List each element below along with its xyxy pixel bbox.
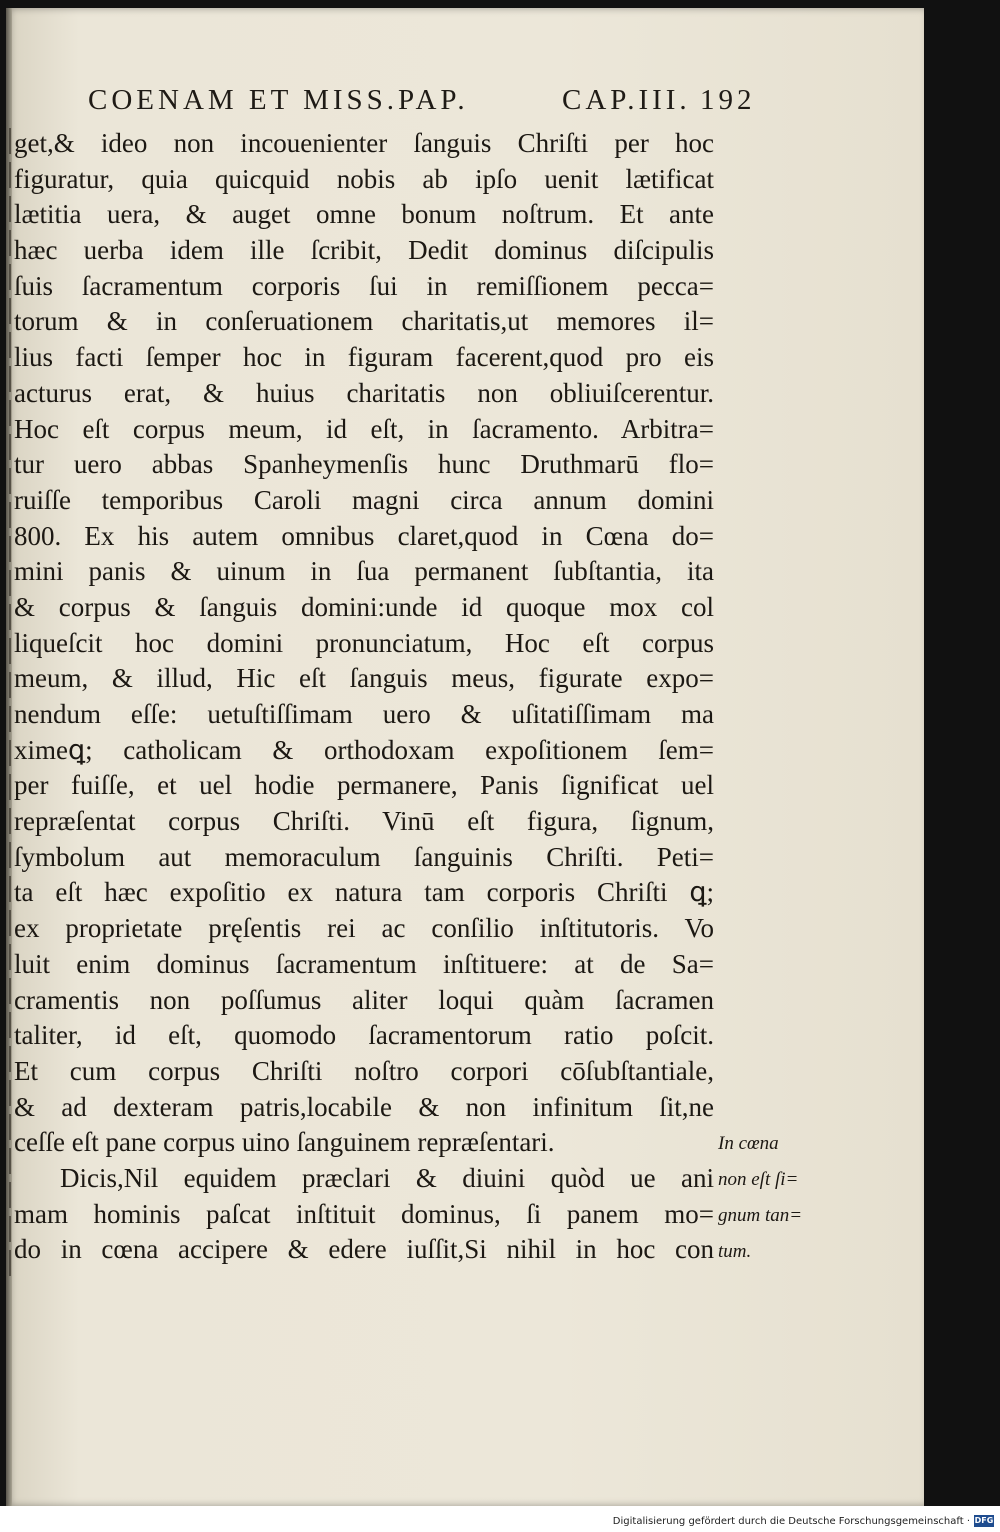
running-head	[88, 84, 758, 124]
marginal-note-line: In cœna	[718, 1133, 779, 1154]
text-line: Hoc eſt corpus meum, id eſt, in ſacramento. Arbitra=	[14, 413, 714, 444]
text-line: & corpus & ſanguis domini:unde id quoque mox col	[14, 591, 714, 622]
text-line: get,& ideo non incouenienter ſanguis Chriſti per hoc	[14, 128, 714, 158]
running-head-title: COENAM ET MISS.PAP.	[88, 84, 469, 116]
text-line: mam hominis paſcat inſtituit dominus, ſi panem mo=	[14, 1198, 714, 1229]
text-line: ex proprietate pręſentis rei ac conſilio inſtitutoris. Vo	[14, 913, 714, 944]
text-line: torum & in conſeruationem charitatis,ut memores il=	[14, 306, 714, 337]
text-line: per fuiſſe, et uel hodie permanere, Panis ſignificat uel	[14, 770, 714, 801]
marginal-note-line: non eſt ſi=	[718, 1169, 799, 1190]
text-line: repræſentat corpus Chriſti. Vinū eſt figura, ſignum,	[14, 806, 714, 837]
text-line: lius facti ſemper hoc in figuram facerent,quod pro eis	[14, 342, 714, 373]
text-line: & ad dexteram patris,locabile & non infinitum ſit,ne	[14, 1091, 714, 1122]
text-line: ceſſe eſt pane corpus uino ſanguinem repræſentari.	[14, 1127, 555, 1158]
text-line: ſuis ſacramentum corporis ſui in remiſſionem pecca=	[14, 270, 714, 301]
running-head-chapter: CAP.III.	[562, 84, 691, 116]
text-line: taliter, id eſt, quomodo ſacramentorum ratio poſcit.	[14, 1020, 714, 1051]
text-line: nendum eſſe: uetuſtiſſimam uero & uſitatiſſimam ma	[14, 699, 714, 729]
text-line: 800. Ex his autem omnibus claret,quod in Cœna do=	[14, 520, 714, 551]
marginal-note-line: tum.	[718, 1241, 752, 1262]
text-line: meum, & illud, Hic eſt ſanguis meus, figurate expo=	[14, 663, 714, 694]
marginal-note-line: gnum tan=	[718, 1205, 803, 1226]
text-line: mini panis & uinum in ſua permanent ſubſtantia, ita	[14, 556, 714, 587]
text-line: ta eſt hæc expoſitio ex natura tam corporis Chriſti ꝗ;	[14, 877, 714, 908]
left-margin-rule	[9, 128, 11, 1278]
text-line: tur uero abbas Spanheymenſis hunc Druthmarū flo=	[14, 449, 714, 480]
text-line: Et cum corpus Chriſti noſtro corpori cōſubſtantiale,	[14, 1055, 714, 1086]
footer-credit: Digitalisierung gefördert durch die Deutsche Forschungsgemeinschaft ·	[612, 1516, 970, 1527]
text-line: do in cœna accipere & edere iuſſit,Si nihil in hoc con	[14, 1234, 714, 1265]
text-line: ruiſſe temporibus Caroli magni circa annum domini	[14, 484, 714, 515]
text-line: luit enim dominus ſacramentum inſtituere: at de Sa=	[14, 948, 714, 979]
text-line: hæc uerba idem ille ſcribit, Dedit dominus diſcipulis	[14, 235, 714, 266]
text-line: figuratur, quia quicquid nobis ab ipſo uenit lætificat	[14, 163, 714, 194]
text-line: cramentis non poſſumus aliter loqui quàm ſacramen	[14, 984, 714, 1015]
text-line: ximeꝗ; catholicam & orthodoxam expoſitionem ſem=	[14, 734, 714, 765]
marginal-note	[718, 1126, 828, 1270]
text-line: acturus erat, & huius charitatis non obliuiſcerentur.	[14, 377, 714, 408]
page-number: 192	[700, 84, 756, 116]
text-line: liqueſcit hoc domini pronunciatum, Hoc eſt corpus	[14, 627, 714, 658]
dfg-logo: DFG	[974, 1516, 994, 1525]
text-line: ſymbolum aut memoraculum ſanguinis Chriſti. Peti=	[14, 841, 714, 872]
body-text	[14, 126, 714, 1268]
text-line: lætitia uera, & auget omne bonum noſtrum. Et ante	[14, 199, 714, 230]
text-line: Dicis,Nil equidem præclari & diuini quòd ue ani	[60, 1162, 714, 1193]
